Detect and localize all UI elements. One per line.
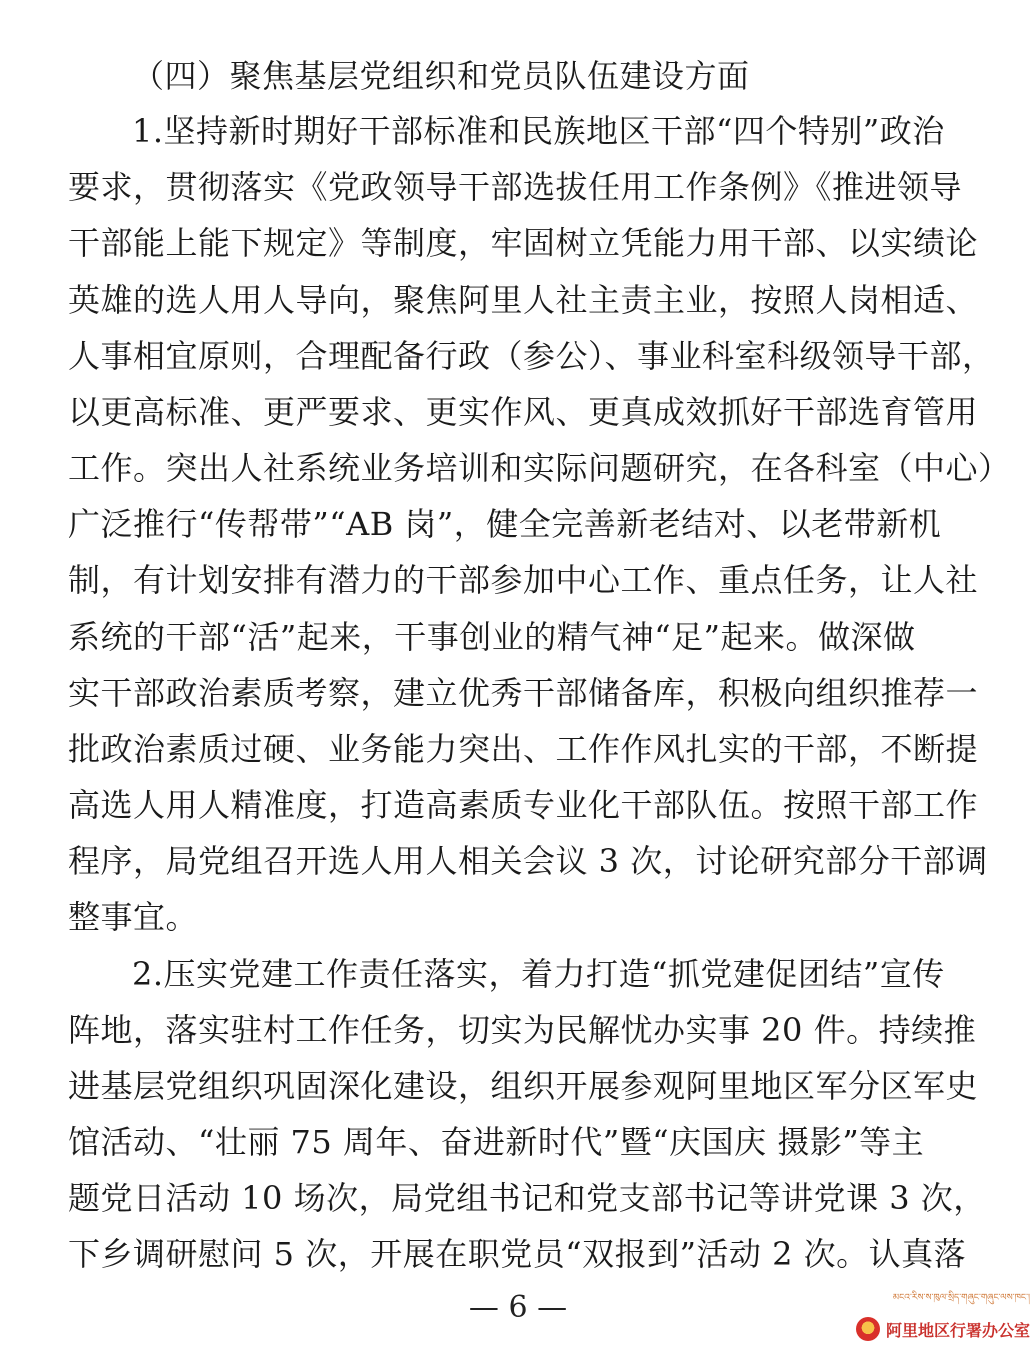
paragraph-line: 要求，贯彻落实《党政领导干部选拔任用工作条例》《推进领导	[68, 168, 963, 206]
paragraph-line: 题党日活动 10 场次，局党组书记和党支部书记等讲党课 3 次，	[68, 1179, 986, 1217]
paragraph-line: 整事宜。	[68, 898, 199, 936]
paragraph-line: 馆活动、“壮丽 75 周年、奋进新时代”暨“庆国庆 摄影”等主	[68, 1123, 925, 1161]
paragraph-line: 高选人用人精准度，打造高素质专业化干部队伍。按照干部工作	[68, 786, 979, 824]
paragraph-line: 人事相宜原则，合理配备行政（参公）、事业科室科级领导干部，	[68, 337, 995, 375]
emblem-icon	[856, 1317, 880, 1341]
paragraph-line: 2.压实党建工作责任落实，着力打造“抓党建促团结”宣传	[132, 955, 945, 993]
paragraph-line: 工作。突出人社系统业务培训和实际问题研究，在各科室（中心）	[68, 449, 1011, 487]
paragraph-line: 1.坚持新时期好干部标准和民族地区干部“四个特别”政治	[132, 112, 945, 150]
paragraph-line: 程序，局党组召开选人用人相关会议 3 次，讨论研究部分干部调	[68, 842, 988, 880]
paragraph-line: 英雄的选人用人导向，聚焦阿里人社主责主业，按照人岗相适、	[68, 281, 979, 319]
paragraph-line: 广泛推行“传帮带”“AB 岗”，健全完善新老结对、以老带新机	[68, 505, 942, 543]
watermark-label: 阿里地区行署办公室	[885, 1320, 1030, 1340]
paragraph-line: 制，有计划安排有潜力的干部参加中心工作、重点任务，让人社	[68, 561, 979, 599]
paragraph-line: 阵地，落实驻村工作任务，切实为民解忧办实事 20 件。持续推	[68, 1011, 977, 1049]
section-heading: （四）聚焦基层党组织和党员队伍建设方面	[132, 57, 750, 95]
paragraph-line: 实干部政治素质考察，建立优秀干部储备库，积极向组织推荐一	[68, 674, 979, 712]
paragraph-line: 系统的干部“活”起来，干事创业的精气神“足”起来。做深做	[68, 618, 916, 656]
paragraph-line: 以更高标准、更严要求、更实作风、更真成效抓好干部选育管用	[68, 393, 979, 431]
paragraph-line: 干部能上能下规定》等制度，牢固树立凭能力用干部、以实绩论	[68, 224, 979, 262]
watermark-tibetan-text: མངའ་རིས་ས་ཁུལ་སྲིད་གཞུང་གཞུང་ལས་ཁང་།	[892, 1293, 1030, 1303]
page-number: — 6 —	[468, 1290, 568, 1325]
paragraph-line: 下乡调研慰问 5 次，开展在职党员“双报到”活动 2 次。认真落	[68, 1235, 967, 1273]
paragraph-line: 批政治素质过硬、业务能力突出、工作作风扎实的干部，不断提	[68, 730, 979, 768]
watermark	[856, 1317, 1030, 1341]
paragraph-line: 进基层党组织巩固深化建设，组织开展参观阿里地区军分区军史	[68, 1067, 979, 1105]
